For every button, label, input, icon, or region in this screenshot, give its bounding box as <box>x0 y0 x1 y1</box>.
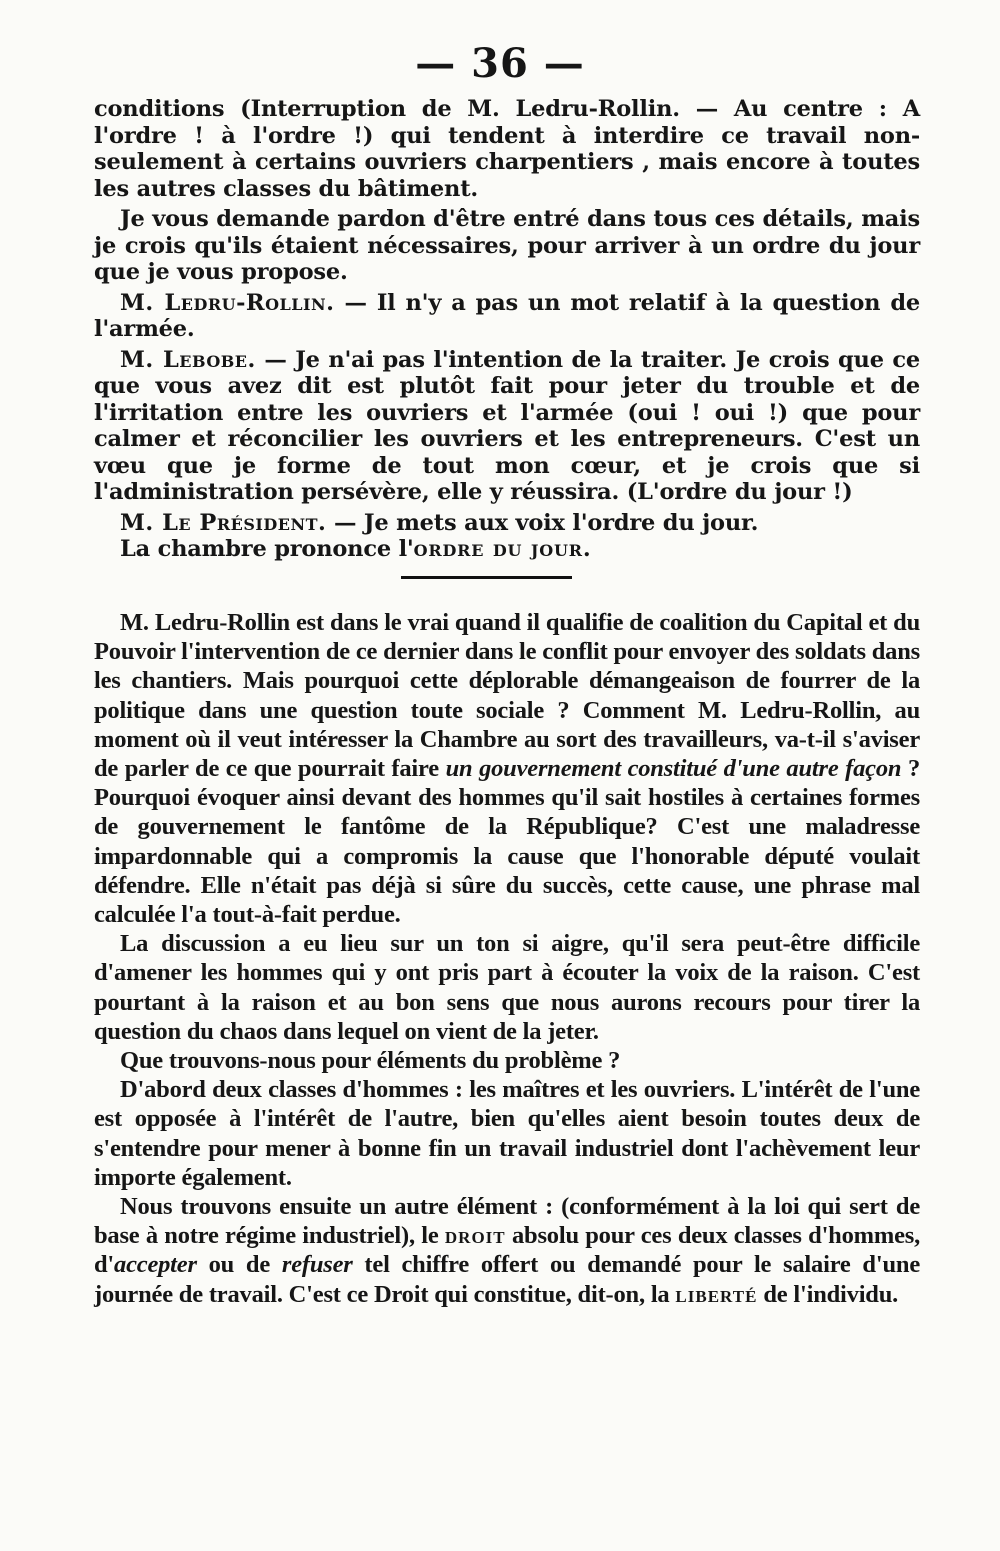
debate-speech <box>94 347 920 506</box>
debate-paragraph: conditions (Interruption de M. Ledru-Rollin. — Au centre : A l'ordre ! à l'ordre !) qui tendent à interdire ce travail non-seulement à certains ouvriers charpentiers , mais encore à toutes les autres classes du bâtiment. <box>94 96 920 202</box>
commentary-paragraph: Que trouvons-nous pour éléments du problème ? <box>120 1047 621 1075</box>
speech-text: — Je n'ai pas l'intention de la traiter. Je crois que ce que vous avez dit est plutôt fait pour jeter du trouble et de l'irritation entre les ouvriers et l'armée (oui ! oui !) que pour calmer et réconcilier les ouvriers et les entrepreneurs. C'est un vœu que je forme de tout mon cœur, et je crois que si l'administration persévère, elle y réussira. (L'ordre du jour !) <box>94 346 920 505</box>
smallcaps-word: liberté <box>675 1280 758 1308</box>
text-run: de l'individu. <box>757 1280 899 1308</box>
italic-word: refuser <box>281 1251 353 1279</box>
text-run: absolu pour ces deux classes d'hommes, d' <box>94 1222 920 1279</box>
conclusion-text: La chambre prononce l' <box>120 536 414 562</box>
commentary-paragraph: D'abord deux classes d'hommes : les maîtres et les ouvriers. L'intérêt de l'une est opposée à l'intérêt de l'autre, bien qu'elles aient besoin toutes deux de s'entendre pour mener à bonne fin un travail industriel dont l'achèvement leur importe également. <box>94 1076 920 1191</box>
commentary-text <box>94 608 920 1309</box>
debate-speech <box>94 290 920 343</box>
page-number: — 36 — <box>415 40 585 87</box>
text-run: M. Ledru-Rollin est dans le vrai quand il qualifie de coalition du Capital et du Pouvoir l'intervention de ce dernier dans le conflit pour envoyer des soldats dans les chantiers. Mais pourquoi cette déplorable démangeaison de fourrer de la politique dans une question toute sociale ? Comment M. Ledru-Rollin, au moment où il veut intéresser la Chambre au sort des travailleurs, va-t-il s'aviser de parler de ce que pourrait faire <box>94 609 920 783</box>
commentary-paragraph <box>94 608 920 929</box>
text-run: tel chiffre offert ou demandé pour le salaire d'une journée de travail. C'est ce Droit qui constitue, dit-on, la <box>94 1251 920 1308</box>
smallcaps-word: droit <box>444 1222 506 1250</box>
speaker-name: M. Lebobe. <box>120 346 256 373</box>
section-divider <box>401 576 572 579</box>
debate-conclusion <box>94 536 920 563</box>
conclusion-smallcaps: ordre du jour. <box>413 536 592 562</box>
speech-text: — Il n'y a pas un mot relatif à la question de l'armée. <box>94 289 920 342</box>
debate-transcript <box>94 96 920 563</box>
commentary-paragraph: La discussion a eu lieu sur un ton si aigre, qu'il sera peut-être difficile d'amener les hommes qui y ont pris part à écouter la voix de la raison. C'est pourtant à la raison et au bon sens que nous aurons recours pour tirer la question du chaos dans lequel on vient de la jeter. <box>94 930 920 1045</box>
text-run: ou de <box>196 1251 282 1279</box>
debate-paragraph: Je vous demande pardon d'être entré dans tous ces détails, mais je crois qu'ils étaient nécessaires, pour arriver à un ordre du jour que je vous propose. <box>94 206 920 285</box>
commentary-paragraph <box>94 1192 920 1309</box>
text-run: Nous trouvons ensuite un autre élément : (conformément à la loi qui sert de base à notre régime industriel), le <box>94 1193 920 1250</box>
speaker-name: M. Le Président. <box>120 509 327 536</box>
debate-speech <box>94 510 920 537</box>
italic-phrase: un gouvernement constitué d'une autre façon <box>445 755 902 783</box>
text-run: ? Pourquoi évoquer ainsi devant des hommes qu'il sait hostiles à certaines formes de gouvernement le fantôme de la République? C'est une maladresse impardonnable qui a compromis la cause que l'honorable député voulait défendre. Elle n'était pas déjà si sûre du succès, cette cause, une phrase mal calculée l'a tout-à-fait perdue. <box>94 755 920 929</box>
italic-word: accepter <box>114 1251 197 1279</box>
speech-text: — Je mets aux voix l'ordre du jour. <box>326 509 759 536</box>
speaker-name: M. Ledru-Rollin. <box>120 289 335 316</box>
